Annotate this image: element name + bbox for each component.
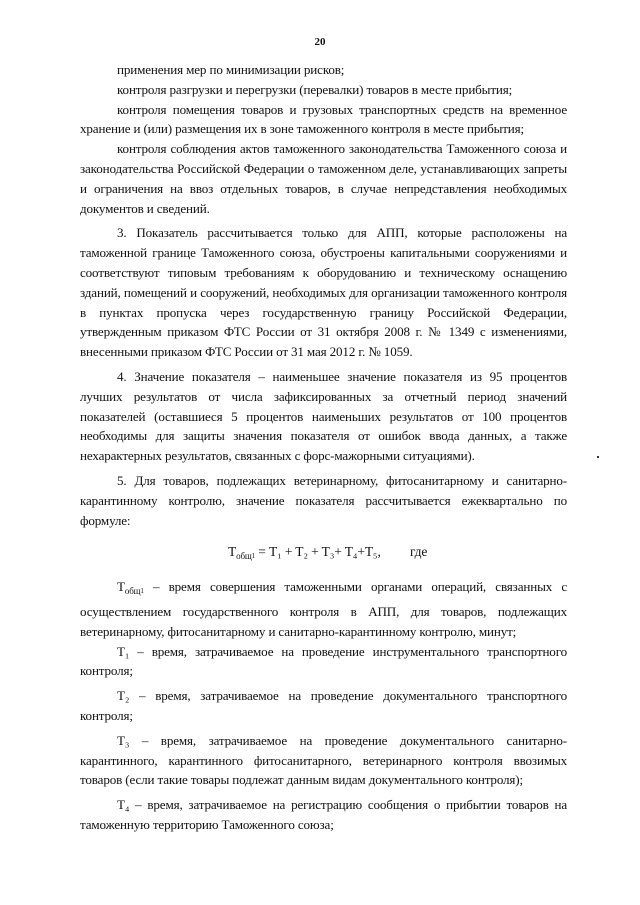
scan-speck — [597, 456, 599, 458]
definition-t-total — [80, 577, 567, 641]
paragraph-risk-measures: применения мер по минимизации рисков; — [117, 62, 345, 77]
paragraph-storage-control: контроля помещения товаров и грузовых транспортных средств на временное хранение и (или) размещения их в зоне таможенного контроля в месте прибытия; — [80, 101, 567, 137]
definition-t-total-symbol: T — [117, 579, 125, 595]
paragraph-unloading-control: контроля разгрузки и перегрузки (перевалки) товаров в месте прибытия; — [117, 81, 513, 97]
definition-t2: T₂ – время, затрачиваемое на проведение документального транспортного контроля; — [80, 688, 567, 723]
definition-t3: T₃ – время, затрачиваемое на проведение документального санитарно-карантинного, карантинного фитосанитарного, ветеринарного контроля ввозимых товаров (если такие товары подлежат данным видам документального контроля); — [80, 732, 567, 788]
paragraph-item-5: 5. Для товаров, подлежащих ветеринарному, фитосанитарному и санитарно-карантинному контролю, значение показателя рассчитывается ежеквартально по формуле: — [80, 472, 567, 528]
paragraph-item-4: 4. Значение показателя – наименьшее значение показателя из 95 процентов лучших результатов от числа зафиксированных за отчетный период значений показателей (оставшиеся 5 процентов наименьших результатов от 100 процентов необходимы для защиты значения показателя от ошибок ввода данных, а также нехарактерных результатов, связанных с форс-мажорными ситуациями). — [80, 368, 567, 464]
definition-t4: T₄ – время, затрачиваемое на регистрацию сообщения о прибытии товаров на таможенную территорию Таможенного союза; — [80, 797, 567, 832]
definition-t1: T₁ – время, затрачиваемое на проведение инструментального транспортного контроля; — [80, 643, 567, 679]
formula-lhs-sub: общ — [236, 551, 252, 562]
formula-where: где — [409, 544, 428, 560]
formula-rhs: = T₁ + T₂ + T₃+ T₄+T₅, — [258, 544, 381, 560]
paragraph-legislation-control: контроля соблюдения актов таможенного законодательства Таможенного союза и законодательства Российской Федерации о таможенном деле, устанавливающих запреты и ограничения на ввоз отдельных товаров, в случае непредставления необходимых документов и сведений. — [80, 141, 567, 216]
definition-t-total-sub2: 1 — [140, 587, 144, 596]
formula-lhs-base: T — [228, 544, 237, 560]
paragraph-item-3: 3. Показатель рассчитывается только для АПП, которые расположены на таможенной границе Таможенного союза, обустроены капитальными сооружениями и соответствуют типовым требованиям к оборудованию и техническому оснащению зданий, помещений и сооружений, необходимых для организации таможенного контроля в пунктах пропуска через государственную границу Российской Федерации, утвержденным приказом ФТС России от 31 октября 2008 г. № 1349 с изменениями, внесенными приказом ФТС России от 31 мая 2012 г. № 1059. — [80, 225, 567, 360]
document-body — [80, 60, 567, 835]
definition-t-total-sub: общ — [124, 586, 141, 597]
formula-lhs-sub2: 1 — [251, 552, 256, 561]
formula — [80, 542, 567, 567]
page-number: 20 — [314, 36, 326, 48]
definition-t-total-text: – время совершения таможенными органами операций, связанных с осуществлением государственного контроля в АПП, для товаров, подлежащих ветеринарному, фитосанитарному и санитарно-карантинному контролю, минут; — [80, 579, 567, 639]
